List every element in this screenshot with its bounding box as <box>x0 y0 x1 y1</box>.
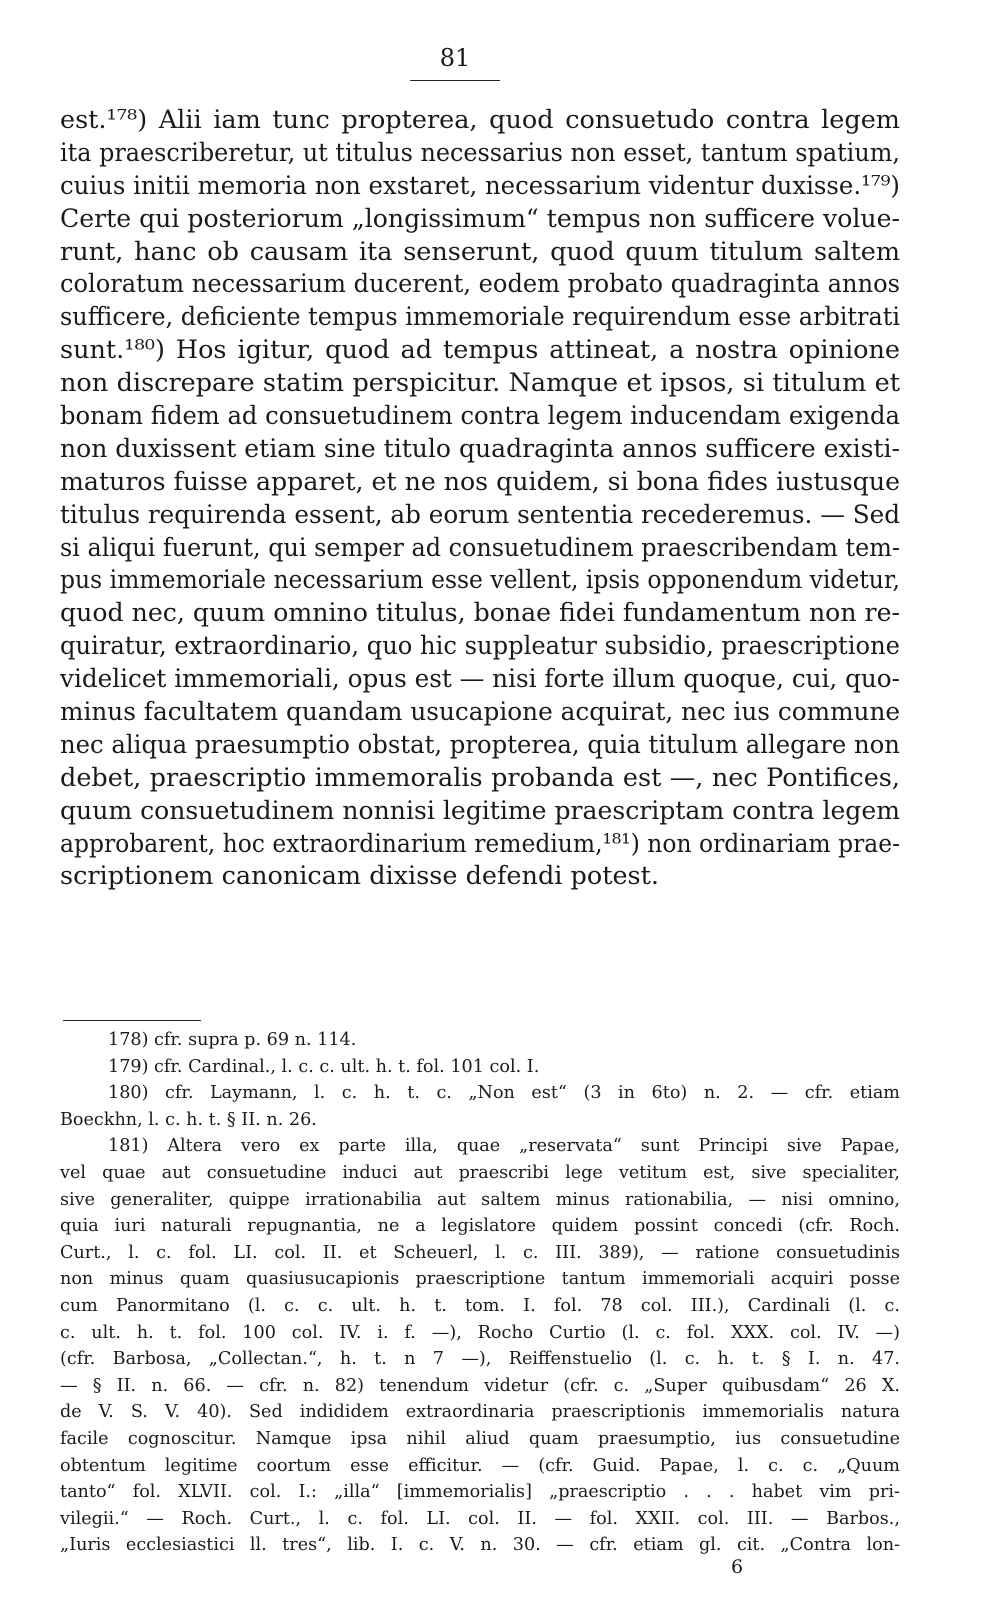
footnote-line: „Iuris ecclesiastici ll. tres“, lib. I. c. V. n. 30. — cfr. etiam gl. cit. „Contra lon- <box>60 1535 900 1556</box>
footnotes <box>60 1027 900 1559</box>
text-line: videlicet immemoriali, opus est — nisi forte illum quoque, cui, quo- <box>60 664 900 695</box>
footnote-line: 180) cfr. Laymann, l. c. h. t. c. „Non est“ (3 in 6to) n. 2. — cfr. etiam <box>108 1083 900 1104</box>
footnote-line: vilegii.“ — Roch. Curt., l. c. fol. LI. col. II. — fol. XXII. col. III. — Barbos., <box>60 1508 900 1529</box>
text-line: non discrepare statim perspicitur. Namque et ipsos, si titulum et <box>60 368 900 399</box>
footnote-line: Curt., l. c. fol. LI. col. II. et Scheuerl, l. c. III. 389), — ratione consuetudinis <box>60 1242 900 1263</box>
footnote-line: vel quae aut consuetudine induci aut praescribi lege vetitum est, sive specialiter, <box>60 1162 900 1183</box>
text-line: scriptionem canonicam dixisse defendi potest. <box>60 861 659 892</box>
footnote-line: sive generaliter, quippe irrationabilia aut saltem minus rationabilia, — nisi omnino, <box>60 1189 900 1210</box>
text-line: Certe qui posteriorum „longissimum“ tempus non sufficere volue- <box>60 203 900 234</box>
footnote-line: tanto“ fol. XLVII. col. I.: „illa“ [immemorialis] „praescriptio . . . habet vim pri- <box>60 1482 900 1503</box>
text-line: approbarent, hoc extraordinarium remedium,¹⁸¹) non ordinariam prae- <box>60 828 901 859</box>
footnote-line: obtentum legitime coortum esse efficitur. — (cfr. Guid. Papae, l. c. c. „Quum <box>60 1455 900 1476</box>
text-line: maturos fuisse apparet, et ne nos quidem, si bona fides iustusque <box>60 466 901 497</box>
text-line: cuius initii memoria non exstaret, necessarium videntur duxisse.¹⁷⁹) <box>60 170 900 201</box>
footnote-line: 179) cfr. Cardinal., l. c. c. ult. h. t. fol. 101 col. I. <box>108 1056 540 1077</box>
footnote-line: facile cognoscitur. Namque ipsa nihil aliud quam praesumptio, ius consuetudine <box>60 1428 900 1449</box>
text-line: est.¹⁷⁸) Alii iam tunc propterea, quod consuetudo contra legem <box>60 105 900 135</box>
text-line: titulus requirenda essent, ab eorum sententia recederemus. — Sed <box>60 499 900 530</box>
footnote-line: quia iuri naturali repugnantia, ne a legislatore quidem possint concedi (cfr. Roch. <box>60 1216 900 1237</box>
header-rule <box>410 80 500 81</box>
text-line: nec aliqua praesumptio obstat, propterea, quia titulum allegare non <box>60 729 900 760</box>
page-number: 81 <box>439 44 471 72</box>
text-line: ita praescriberetur, ut titulus necessarius non esset, tantum spatium, <box>60 137 900 168</box>
text-line: bonam fidem ad consuetudinem contra legem inducendam exigenda <box>60 401 901 432</box>
text-line: sunt.¹⁸⁰) Hos igitur, quod ad tempus attineat, a nostra opinione <box>60 335 900 366</box>
text-line: quiratur, extraordinario, quo hic suppleatur subsidio, praescriptione <box>60 631 900 662</box>
footnote-line: (cfr. Barbosa, „Collectan.“, h. t. n 7 —), Reiffenstuelio (l. c. h. t. § I. n. 47. <box>60 1349 900 1370</box>
text-line: minus facultatem quandam usucapione acquirat, nec ius commune <box>60 697 901 728</box>
text-line: coloratum necessarium ducerent, eodem probato quadraginta annos <box>60 269 900 300</box>
footnote-line: 181) Altera vero ex parte illa, quae „reservata“ sunt Principi sive Papae, <box>108 1136 900 1157</box>
footnote-line: cum Panormitano (l. c. c. ult. h. t. tom. I. fol. 78 col. III.), Cardinali (l. c. <box>60 1295 900 1316</box>
footnote-line: Boeckhn, l. c. h. t. § II. n. 26. <box>60 1109 317 1130</box>
footnote-line: — § II. n. 66. — cfr. n. 82) tenendum videtur (cfr. c. „Super quibusdam“ 26 X. <box>60 1375 900 1396</box>
text-line: non duxissent etiam sine titulo quadraginta annos sufficere existi- <box>60 433 901 464</box>
text-line: sufficere, deficiente tempus immemoriale requirendum esse arbitrati <box>60 302 901 333</box>
text-line: debet, praescriptio immemoralis probanda est —, nec Pontifices, <box>60 762 900 793</box>
footnote-line: c. ult. h. t. fol. 100 col. IV. i. f. —), Rocho Curtio (l. c. fol. XXX. col. IV. —) <box>60 1322 900 1343</box>
text-line: runt, hanc ob causam ita senserunt, quod quum titulum saltem <box>60 236 900 267</box>
text-line: si aliqui fuerunt, qui semper ad consuetudinem praescribendam tem- <box>60 532 900 563</box>
footnote-rule <box>63 1020 201 1021</box>
text-line: quum consuetudinem nonnisi legitime praescriptam contra legem <box>60 795 901 826</box>
footnote-line: de V. S. V. 40). Sed indididem extraordinaria praescriptionis immemorialis natura <box>60 1402 900 1423</box>
text-line: quod nec, quum omnino titulus, bonae fidei fundamentum non re- <box>60 598 900 629</box>
main-text <box>60 104 900 893</box>
signature-mark: 6 <box>730 1556 744 1578</box>
text-line: pus immemoriale necessarium esse vellent, ipsis opponendum videtur, <box>60 565 900 596</box>
footnote-line: 178) cfr. supra p. 69 n. 114. <box>108 1030 357 1050</box>
footnote-line: non minus quam quasiusucapionis praescriptione tantum immemoriali acquiri posse <box>60 1269 900 1290</box>
